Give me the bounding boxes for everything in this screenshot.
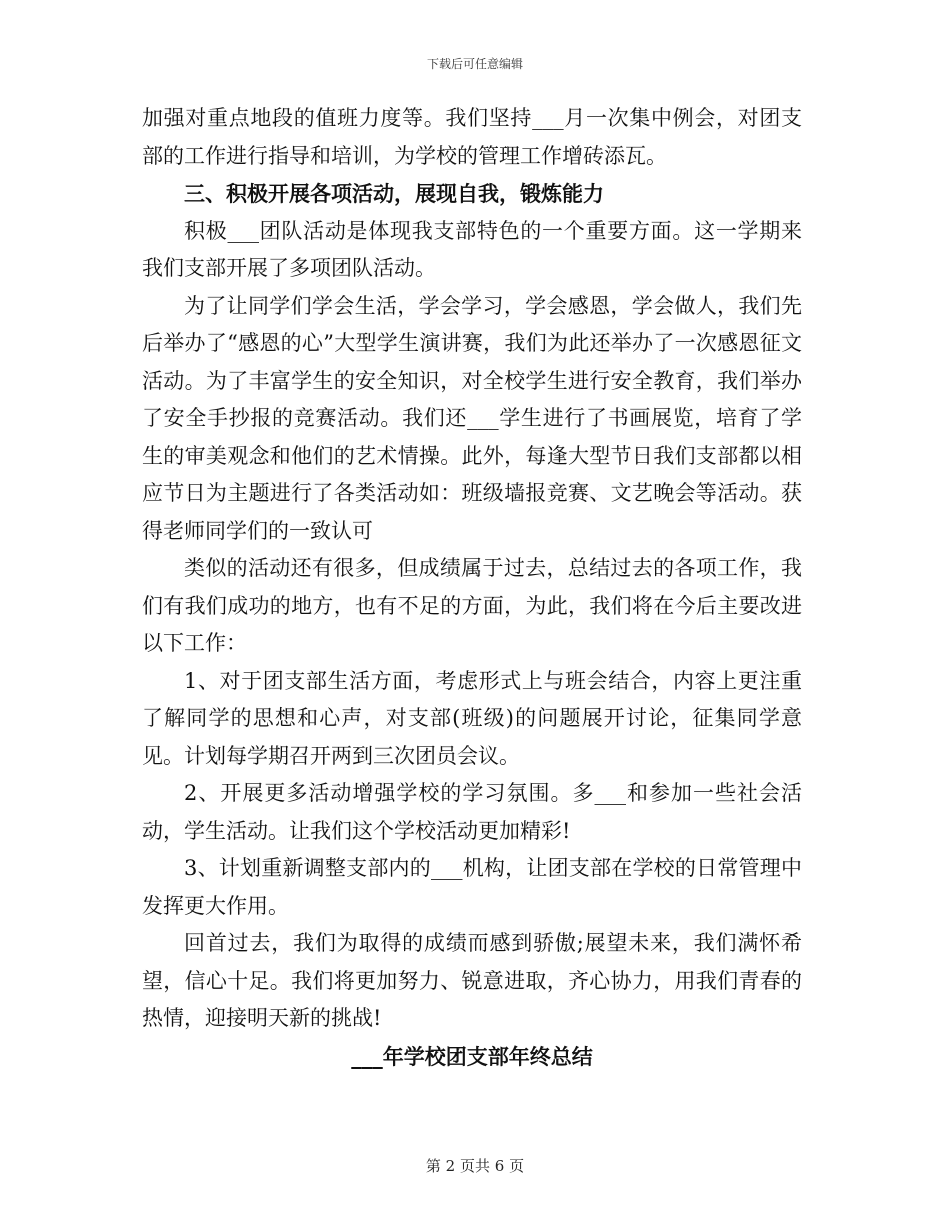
paragraph-improvement-3: 3、计划重新调整支部内的___机构，让团支部在学校的日常管理中发挥更大作用。 bbox=[142, 856, 802, 918]
document-body bbox=[142, 100, 802, 1075]
next-document-title: ___年学校团支部年终总结 bbox=[351, 1043, 593, 1069]
paragraph-conclusion: 回首过去，我们为取得的成绩而感到骄傲;展望未来，我们满怀希望，信心十足。我们将更加努力、锐意进取，齐心协力，用我们青春的热情，迎接明天新的挑战! bbox=[142, 931, 802, 1030]
section-heading-activities: 三、积极开展各项活动，展现自我，锻炼能力 bbox=[184, 181, 604, 206]
page-header-note: 下载后可任意编辑 bbox=[426, 57, 523, 71]
page-number: 第 2 页共 6 页 bbox=[425, 1157, 525, 1175]
paragraph-improvement-1: 1、对于团支部生活方面，考虑形式上与班会结合，内容上更注重了解同学的思想和心声，对支部(班级)的问题展开讨论，征集同学意见。计划每学期召开两到三次团员会议。 bbox=[142, 668, 802, 768]
paragraph-activity-details: 为了让同学们学会生活，学会学习，学会感恩，学会做人，我们先后举办了“感恩的心”大型学生演讲赛，我们为此还举办了一次感恩征文活动。为了丰富学生的安全知识，对全校学生进行安全教育，我们举办了安全手抄报的竞赛活动。我们还___学生进行了书画展览，培育了学生的审美观念和他们的艺术情操。此外，每逢大型节日我们支部都以相应节日为主题进行了各类活动如：班级墙报竞赛、文艺晚会等活动。获得老师同学们的一致认可 bbox=[142, 293, 802, 543]
paragraph-improvement-2: 2、开展更多活动增强学校的学习氛围。多___和参加一些社会活动，学生活动。让我们这个学校活动更加精彩! bbox=[142, 781, 802, 843]
paragraph-team-activities: 积极___团队活动是体现我支部特色的一个重要方面。这一学期来我们支部开展了多项团队活动。 bbox=[142, 218, 802, 280]
paragraph-improvement-intro: 类似的活动还有很多，但成绩属于过去，总结过去的各项工作，我们有我们成功的地方，也有不足的方面，为此，我们将在今后主要改进以下工作： bbox=[142, 556, 802, 655]
paragraph-duty-continuation: 加强对重点地段的值班力度等。我们坚持___月一次集中例会，对团支部的工作进行指导和培训，为学校的管理工作增砖添瓦。 bbox=[142, 106, 802, 168]
